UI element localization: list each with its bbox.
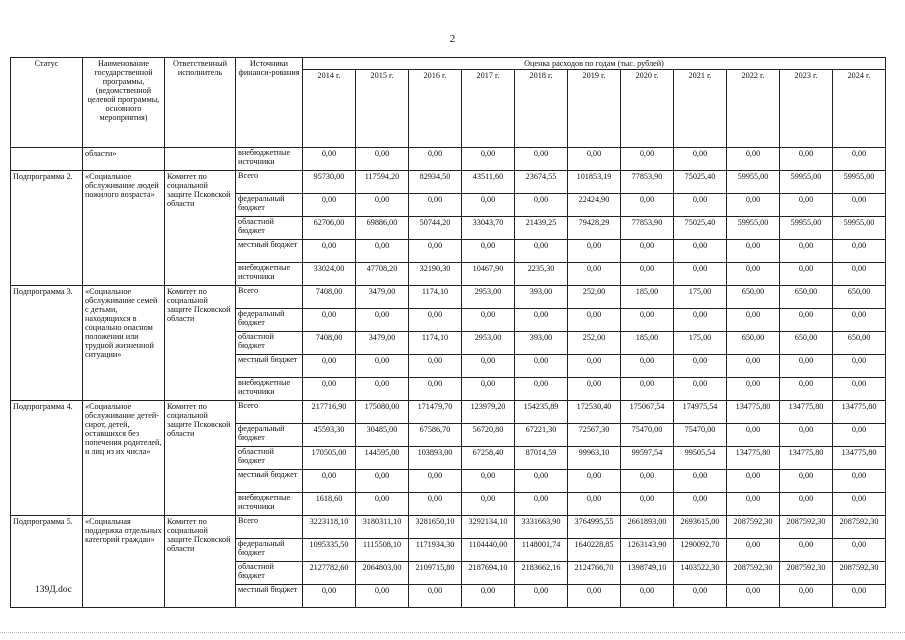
value-cell: 0,00 xyxy=(568,309,621,332)
funding-source-cell: внебюджетные источники xyxy=(236,378,303,401)
value-cell: 2087592,30 xyxy=(833,562,886,585)
value-cell: 0,00 xyxy=(833,355,886,378)
table-row xyxy=(11,286,886,309)
header-year: 2022 г. xyxy=(727,70,780,148)
value-cell: 23674,55 xyxy=(515,171,568,194)
value-cell: 0,00 xyxy=(303,194,356,217)
value-cell: 134775,80 xyxy=(780,401,833,424)
value-cell: 0,00 xyxy=(780,148,833,171)
value-cell: 7408,00 xyxy=(303,286,356,309)
value-cell: 650,00 xyxy=(727,286,780,309)
value-cell: 0,00 xyxy=(356,470,409,493)
value-cell: 0,00 xyxy=(833,194,886,217)
value-cell: 72567,30 xyxy=(568,424,621,447)
value-cell: 0,00 xyxy=(303,240,356,263)
header-program-name: Наименование государственной программы, (ведомственной целевой программы, основного мероприятия) xyxy=(83,58,165,148)
value-cell: 0,00 xyxy=(515,378,568,401)
value-cell: 393,00 xyxy=(515,286,568,309)
value-cell: 59955,00 xyxy=(727,171,780,194)
value-cell: 0,00 xyxy=(833,309,886,332)
value-cell: 650,00 xyxy=(780,332,833,355)
value-cell: 0,00 xyxy=(303,309,356,332)
subprogram-executor: Комитет по социальной защите Псковской области xyxy=(165,401,236,516)
value-cell: 0,00 xyxy=(356,355,409,378)
value-cell: 117594,20 xyxy=(356,171,409,194)
funding-source-cell: местный бюджет xyxy=(236,355,303,378)
value-cell: 0,00 xyxy=(833,148,886,171)
value-cell: 134775,80 xyxy=(780,447,833,470)
value-cell: 0,00 xyxy=(833,493,886,516)
value-cell: 103893,00 xyxy=(409,447,462,470)
value-cell: 0,00 xyxy=(462,309,515,332)
value-cell: 0,00 xyxy=(674,470,727,493)
value-cell: 0,00 xyxy=(462,355,515,378)
value-cell: 171479,70 xyxy=(409,401,462,424)
header-year: 2017 г. xyxy=(462,70,515,148)
value-cell: 0,00 xyxy=(568,470,621,493)
value-cell: 0,00 xyxy=(515,309,568,332)
value-cell: 0,00 xyxy=(568,493,621,516)
subprogram-status: Подпрограмма 3. xyxy=(11,286,83,401)
value-cell: 0,00 xyxy=(727,493,780,516)
value-cell: 0,00 xyxy=(409,240,462,263)
value-cell: 170505,00 xyxy=(303,447,356,470)
value-cell: 0,00 xyxy=(833,539,886,562)
funding-source-cell: внебюджетные источники xyxy=(236,493,303,516)
funding-source-cell: областной бюджет xyxy=(236,217,303,240)
value-cell: 393,00 xyxy=(515,332,568,355)
value-cell: 0,00 xyxy=(621,470,674,493)
document-filename: 139Д.doc xyxy=(35,585,72,595)
value-cell: 3764995,55 xyxy=(568,516,621,539)
value-cell: 2235,30 xyxy=(515,263,568,286)
value-cell: 75025,40 xyxy=(674,217,727,240)
value-cell: 0,00 xyxy=(674,194,727,217)
value-cell: 47708,20 xyxy=(356,263,409,286)
value-cell: 3479,00 xyxy=(356,286,409,309)
value-cell: 0,00 xyxy=(568,378,621,401)
value-cell: 56720,80 xyxy=(462,424,515,447)
funding-source-cell: федеральный бюджет xyxy=(236,539,303,562)
value-cell: 22424,90 xyxy=(568,194,621,217)
value-cell: 0,00 xyxy=(780,355,833,378)
value-cell: 99597,54 xyxy=(621,447,674,470)
value-cell: 0,00 xyxy=(621,493,674,516)
value-cell: 2953,00 xyxy=(462,332,515,355)
value-cell: 2953,00 xyxy=(462,286,515,309)
value-cell: 0,00 xyxy=(674,148,727,171)
value-cell: 0,00 xyxy=(621,309,674,332)
value-cell: 67221,30 xyxy=(515,424,568,447)
value-cell: 1403522,30 xyxy=(674,562,727,585)
funding-source-cell: местный бюджет xyxy=(236,585,303,608)
value-cell: 134775,80 xyxy=(727,401,780,424)
value-cell: 79428,29 xyxy=(568,217,621,240)
value-cell: 0,00 xyxy=(409,493,462,516)
value-cell: 123979,20 xyxy=(462,401,515,424)
value-cell: 0,00 xyxy=(568,585,621,608)
value-cell: 0,00 xyxy=(621,194,674,217)
value-cell: 0,00 xyxy=(780,424,833,447)
funding-source-cell: Всего xyxy=(236,401,303,424)
header-year: 2021 г. xyxy=(674,70,727,148)
budget-table xyxy=(10,57,886,608)
program-name-cell: области» xyxy=(83,148,165,171)
value-cell: 0,00 xyxy=(462,148,515,171)
value-cell: 0,00 xyxy=(780,194,833,217)
value-cell: 0,00 xyxy=(833,263,886,286)
header-sources: Источники финанси-рования xyxy=(236,58,303,148)
value-cell: 175067,54 xyxy=(621,401,674,424)
value-cell: 3281650,10 xyxy=(409,516,462,539)
value-cell: 0,00 xyxy=(621,263,674,286)
value-cell: 175,00 xyxy=(674,332,727,355)
funding-source-cell: местный бюджет xyxy=(236,240,303,263)
value-cell: 2109715,80 xyxy=(409,562,462,585)
funding-source-cell: областной бюджет xyxy=(236,332,303,355)
value-cell: 0,00 xyxy=(780,240,833,263)
value-cell: 0,00 xyxy=(515,585,568,608)
funding-source-cell: областной бюджет xyxy=(236,562,303,585)
subprogram-status: Подпрограмма 5. xyxy=(11,516,83,608)
value-cell: 217716,90 xyxy=(303,401,356,424)
value-cell: 0,00 xyxy=(409,194,462,217)
value-cell: 0,00 xyxy=(462,470,515,493)
value-cell: 101853,19 xyxy=(568,171,621,194)
value-cell: 0,00 xyxy=(356,378,409,401)
header-status: Статус xyxy=(11,58,83,148)
value-cell: 0,00 xyxy=(462,585,515,608)
value-cell: 0,00 xyxy=(462,194,515,217)
value-cell: 0,00 xyxy=(356,585,409,608)
value-cell: 75470,00 xyxy=(674,424,727,447)
value-cell: 134775,80 xyxy=(833,447,886,470)
subprogram-status: Подпрограмма 2. xyxy=(11,171,83,286)
value-cell: 650,00 xyxy=(780,286,833,309)
value-cell: 0,00 xyxy=(568,240,621,263)
value-cell: 0,00 xyxy=(568,355,621,378)
value-cell: 185,00 xyxy=(621,286,674,309)
value-cell: 69886,00 xyxy=(356,217,409,240)
value-cell: 33043,70 xyxy=(462,217,515,240)
value-cell: 77853,90 xyxy=(621,171,674,194)
value-cell: 134775,80 xyxy=(833,401,886,424)
value-cell: 77853,90 xyxy=(621,217,674,240)
value-cell: 1171934,30 xyxy=(409,539,462,562)
value-cell: 0,00 xyxy=(727,424,780,447)
value-cell: 0,00 xyxy=(462,493,515,516)
value-cell: 2087592,30 xyxy=(780,516,833,539)
value-cell: 0,00 xyxy=(780,585,833,608)
header-year: 2024 г. xyxy=(833,70,886,148)
value-cell: 67586,70 xyxy=(409,424,462,447)
value-cell: 0,00 xyxy=(303,585,356,608)
value-cell: 0,00 xyxy=(568,263,621,286)
funding-source-cell: Всего xyxy=(236,171,303,194)
page-number: 2 xyxy=(449,33,456,45)
header-year: 2019 г. xyxy=(568,70,621,148)
value-cell: 1115508,10 xyxy=(356,539,409,562)
value-cell: 0,00 xyxy=(409,378,462,401)
value-cell: 0,00 xyxy=(462,240,515,263)
value-cell: 0,00 xyxy=(568,148,621,171)
value-cell: 0,00 xyxy=(727,148,780,171)
value-cell: 1618,60 xyxy=(303,493,356,516)
value-cell: 21439,25 xyxy=(515,217,568,240)
header-year: 2020 г. xyxy=(621,70,674,148)
value-cell: 2064803,00 xyxy=(356,562,409,585)
value-cell: 87014,59 xyxy=(515,447,568,470)
funding-source-cell: Всего xyxy=(236,286,303,309)
value-cell: 59955,00 xyxy=(833,171,886,194)
funding-source-cell: областной бюджет xyxy=(236,447,303,470)
value-cell: 0,00 xyxy=(674,263,727,286)
value-cell: 33024,00 xyxy=(303,263,356,286)
value-cell: 0,00 xyxy=(621,585,674,608)
header-year: 2014 г. xyxy=(303,70,356,148)
value-cell: 2183662,16 xyxy=(515,562,568,585)
value-cell: 0,00 xyxy=(409,585,462,608)
value-cell: 1263143,90 xyxy=(621,539,674,562)
value-cell: 32190,30 xyxy=(409,263,462,286)
value-cell: 252,00 xyxy=(568,286,621,309)
value-cell: 99505,54 xyxy=(674,447,727,470)
header-year: 2023 г. xyxy=(780,70,833,148)
value-cell: 650,00 xyxy=(833,286,886,309)
value-cell: 59955,00 xyxy=(833,217,886,240)
value-cell: 10467,90 xyxy=(462,263,515,286)
value-cell: 0,00 xyxy=(356,309,409,332)
value-cell: 0,00 xyxy=(727,539,780,562)
subprogram-executor: Комитет по социальной защите Псковской области xyxy=(165,171,236,286)
funding-source-cell: федеральный бюджет xyxy=(236,424,303,447)
funding-source-cell: внебюджетные источники xyxy=(236,263,303,286)
value-cell: 59955,00 xyxy=(780,171,833,194)
value-cell: 174975,54 xyxy=(674,401,727,424)
value-cell: 0,00 xyxy=(356,194,409,217)
value-cell: 3331663,90 xyxy=(515,516,568,539)
value-cell: 0,00 xyxy=(727,470,780,493)
value-cell: 0,00 xyxy=(356,148,409,171)
value-cell: 0,00 xyxy=(515,194,568,217)
value-cell: 0,00 xyxy=(674,585,727,608)
value-cell: 99963,10 xyxy=(568,447,621,470)
value-cell: 0,00 xyxy=(833,470,886,493)
value-cell: 154235,89 xyxy=(515,401,568,424)
value-cell: 0,00 xyxy=(409,148,462,171)
value-cell: 2661893,00 xyxy=(621,516,674,539)
value-cell: 2087592,30 xyxy=(780,562,833,585)
value-cell: 30485,00 xyxy=(356,424,409,447)
value-cell: 43511,60 xyxy=(462,171,515,194)
value-cell: 0,00 xyxy=(462,378,515,401)
value-cell: 0,00 xyxy=(833,378,886,401)
value-cell: 0,00 xyxy=(727,585,780,608)
value-cell: 0,00 xyxy=(356,493,409,516)
value-cell: 0,00 xyxy=(780,493,833,516)
value-cell: 7408,00 xyxy=(303,332,356,355)
subprogram-status: Подпрограмма 4. xyxy=(11,401,83,516)
value-cell: 1398749,10 xyxy=(621,562,674,585)
value-cell: 3223118,10 xyxy=(303,516,356,539)
value-cell: 75470,00 xyxy=(621,424,674,447)
value-cell: 0,00 xyxy=(303,378,356,401)
value-cell: 0,00 xyxy=(727,240,780,263)
scan-edge-divider xyxy=(0,632,905,633)
value-cell: 75025,40 xyxy=(674,171,727,194)
value-cell: 2693615,00 xyxy=(674,516,727,539)
value-cell: 0,00 xyxy=(409,470,462,493)
value-cell: 0,00 xyxy=(674,309,727,332)
value-cell: 0,00 xyxy=(727,378,780,401)
header-year: 2018 г. xyxy=(515,70,568,148)
value-cell: 67258,40 xyxy=(462,447,515,470)
value-cell: 0,00 xyxy=(515,148,568,171)
value-cell: 650,00 xyxy=(727,332,780,355)
subprogram-executor: Комитет по социальной защите Псковской области xyxy=(165,516,236,608)
value-cell: 0,00 xyxy=(780,539,833,562)
value-cell: 0,00 xyxy=(727,309,780,332)
value-cell: 1095335,50 xyxy=(303,539,356,562)
value-cell: 175,00 xyxy=(674,286,727,309)
value-cell: 3180311,10 xyxy=(356,516,409,539)
value-cell: 0,00 xyxy=(621,355,674,378)
value-cell: 0,00 xyxy=(833,424,886,447)
value-cell: 1174,10 xyxy=(409,286,462,309)
value-cell: 144595,00 xyxy=(356,447,409,470)
value-cell: 2124766,70 xyxy=(568,562,621,585)
value-cell: 0,00 xyxy=(515,355,568,378)
value-cell: 62706,00 xyxy=(303,217,356,240)
value-cell: 2087592,30 xyxy=(833,516,886,539)
subprogram-name: «Социальное обслуживание детей-сирот, детей, оставшихся без попечения родителей, и лиц из их числа» xyxy=(83,401,165,516)
value-cell: 2087592,30 xyxy=(727,516,780,539)
table-row xyxy=(11,516,886,539)
value-cell: 2187694,10 xyxy=(462,562,515,585)
executor-cell xyxy=(165,148,236,171)
table-row xyxy=(11,148,886,171)
header-year: 2016 г. xyxy=(409,70,462,148)
value-cell: 0,00 xyxy=(674,355,727,378)
funding-source-cell: внебюджетные источники xyxy=(236,148,303,171)
value-cell: 59955,00 xyxy=(727,217,780,240)
value-cell: 0,00 xyxy=(674,240,727,263)
value-cell: 3479,00 xyxy=(356,332,409,355)
header-year: 2015 г. xyxy=(356,70,409,148)
value-cell: 0,00 xyxy=(621,240,674,263)
value-cell: 2127782,60 xyxy=(303,562,356,585)
value-cell: 0,00 xyxy=(833,585,886,608)
value-cell: 172530,40 xyxy=(568,401,621,424)
value-cell: 0,00 xyxy=(674,493,727,516)
value-cell: 82934,50 xyxy=(409,171,462,194)
value-cell: 252,00 xyxy=(568,332,621,355)
value-cell: 0,00 xyxy=(621,378,674,401)
value-cell: 175080,00 xyxy=(356,401,409,424)
value-cell: 0,00 xyxy=(303,355,356,378)
subprogram-name: «Социальная поддержка отдельных категорий граждан» xyxy=(83,516,165,608)
funding-source-cell: федеральный бюджет xyxy=(236,309,303,332)
subprogram-executor: Комитет по социальной защите Псковской области xyxy=(165,286,236,401)
value-cell: 2087592,30 xyxy=(727,562,780,585)
funding-source-cell: Всего xyxy=(236,516,303,539)
value-cell: 134775,80 xyxy=(727,447,780,470)
value-cell: 0,00 xyxy=(621,148,674,171)
subprogram-name: «Социальное обслуживание людей пожилого возраста» xyxy=(83,171,165,286)
value-cell: 0,00 xyxy=(833,240,886,263)
value-cell: 0,00 xyxy=(780,309,833,332)
value-cell: 0,00 xyxy=(780,470,833,493)
value-cell: 0,00 xyxy=(303,148,356,171)
value-cell: 0,00 xyxy=(515,493,568,516)
status-cell xyxy=(11,148,83,171)
funding-source-cell: местный бюджет xyxy=(236,470,303,493)
header-executor: Ответственный исполнитель xyxy=(165,58,236,148)
value-cell: 59955,00 xyxy=(780,217,833,240)
value-cell: 0,00 xyxy=(727,263,780,286)
value-cell: 0,00 xyxy=(727,355,780,378)
value-cell: 0,00 xyxy=(303,470,356,493)
value-cell: 0,00 xyxy=(356,240,409,263)
value-cell: 0,00 xyxy=(515,470,568,493)
value-cell: 1148001,74 xyxy=(515,539,568,562)
value-cell: 1104440,00 xyxy=(462,539,515,562)
value-cell: 0,00 xyxy=(727,194,780,217)
value-cell: 0,00 xyxy=(780,378,833,401)
table-row xyxy=(11,171,886,194)
header-estimate: Оценка расходов по годам (тыс. рублей) xyxy=(303,58,886,70)
value-cell: 650,00 xyxy=(833,332,886,355)
value-cell: 1174,10 xyxy=(409,332,462,355)
value-cell: 0,00 xyxy=(674,378,727,401)
value-cell: 0,00 xyxy=(780,263,833,286)
table-row xyxy=(11,401,886,424)
value-cell: 1290092,70 xyxy=(674,539,727,562)
value-cell: 0,00 xyxy=(409,309,462,332)
value-cell: 3292134,10 xyxy=(462,516,515,539)
value-cell: 1640228,85 xyxy=(568,539,621,562)
subprogram-name: «Социальное обслуживание семей с детьми, находящихся в социально опасном положении или трудной жизненной ситуации» xyxy=(83,286,165,401)
value-cell: 95730,00 xyxy=(303,171,356,194)
value-cell: 185,00 xyxy=(621,332,674,355)
value-cell: 45593,30 xyxy=(303,424,356,447)
funding-source-cell: федеральный бюджет xyxy=(236,194,303,217)
value-cell: 50744,20 xyxy=(409,217,462,240)
value-cell: 0,00 xyxy=(515,240,568,263)
value-cell: 0,00 xyxy=(409,355,462,378)
